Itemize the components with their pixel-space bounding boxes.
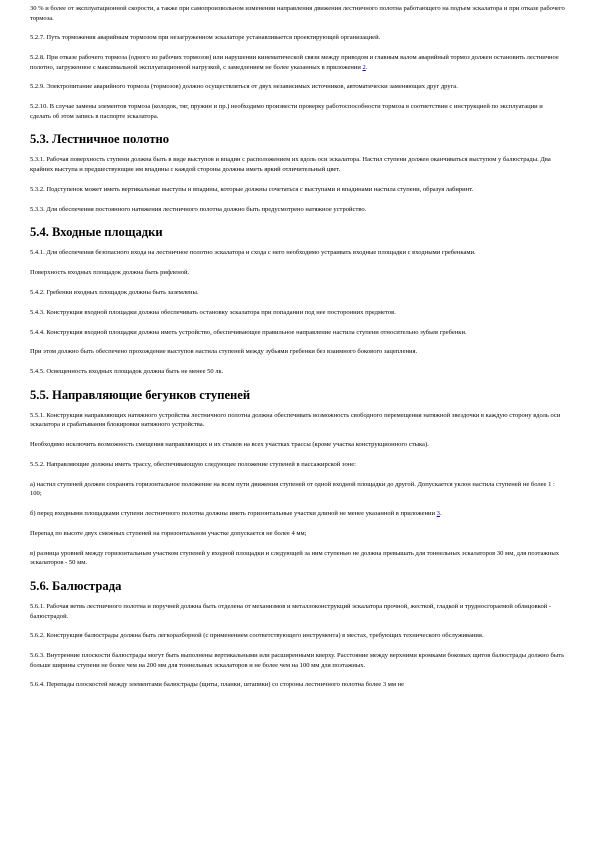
paragraph-text: 5.2.8. При отказе рабочего тормоза (одного из рабочих тормозов) или нарушении кинематической связи между приводом и главным валом аварийный тормоз должен остановить лестничное полотно, загруженное с максимальной эксплуатационной нагрузкой, с замедлением не более указанных в приложении xyxy=(30,54,559,71)
paragraph xyxy=(30,185,565,195)
paragraph xyxy=(30,367,565,377)
paragraph-text: 5.3.1. Рабочая поверхность ступени должна быть в виде выступов и впадин с расположением их вдоль оси эскалатора. Настил ступени должен оканчиваться выступом у балюстрады. Два крайних выступа и предшествующие им впадины с каждой стороны должны иметь яркий отличительный цвет. xyxy=(30,156,551,173)
paragraph-text: 5.3.3. Для обеспечения постоянного натяжения лестничного полотна должно быть предусмотрено натяжное устройство. xyxy=(30,205,367,213)
appendix-link[interactable]: 3 xyxy=(436,510,440,518)
paragraph xyxy=(30,102,565,121)
paragraph xyxy=(30,155,565,174)
paragraph xyxy=(30,82,565,92)
paragraph xyxy=(30,53,565,72)
paragraph-text: При этом должно быть обеспечено прохождение выступов настила ступеней между зубьями гребенки без взаимного бокового зацепления. xyxy=(30,348,418,356)
paragraph-text: 5.4.2. Гребенки входных площадок должны быть заземлены. xyxy=(30,288,199,296)
paragraph-text: 5.6.4. Перепады плоскостей между элементами балюстрады (щиты, планки, штапики) со стороны лестничного полотна более 3 мм не xyxy=(30,681,405,689)
paragraph-text: 5.2.10. В случае замены элементов тормоза (колодок, тяг, пружин и пр.) необходимо произвести проверку работоспособности тормоза в соответствии с инструкцией по эксплуатации и сделать об этом запись в паспорте эскалатора. xyxy=(30,103,543,120)
section-heading-5-5: 5.5. Направляющие бегунков ступеней xyxy=(30,387,251,402)
paragraph xyxy=(30,440,565,450)
paragraph-text: 5.5.1. Конструкция направляющих натяжного устройства лестничного полотна должна обеспечивать возможность свободного перемещения натяжной звездочки в каждую сторону вдоль оси эскалатора и срабатывания блокировки натяжного устройства. xyxy=(30,411,561,429)
section-heading-5-6: 5.6. Балюстрада xyxy=(30,579,122,594)
paragraph xyxy=(30,460,565,470)
paragraph xyxy=(30,680,565,690)
paragraph-text-tail: . xyxy=(365,63,368,71)
paragraph xyxy=(30,509,565,519)
paragraph-text: 5.6.1. Рабочая ветвь лестничного полотна и поручней должна быть отделена от механизмов и металлоконструкций эскалатора прочной, жесткой, гладкой и трудносгораемой облицовкой - балюстрадой. xyxy=(30,603,552,620)
paragraph xyxy=(30,33,565,43)
paragraph xyxy=(30,529,565,539)
paragraph xyxy=(30,268,565,278)
paragraph xyxy=(30,347,565,357)
section-heading-5-3: 5.3. Лестничное полотно xyxy=(30,132,170,147)
paragraph xyxy=(30,549,565,568)
paragraph xyxy=(30,205,565,215)
paragraph xyxy=(30,328,565,338)
paragraph xyxy=(30,631,565,641)
paragraph-text: 5.4.1. Для обеспечения безопасного входа на лестничное полотно эскалатора и схода с него необходимо устраивать входные площадки с входными гребенками. xyxy=(30,249,476,257)
paragraph xyxy=(30,651,565,670)
paragraph xyxy=(30,602,565,621)
paragraph-text-tail: . xyxy=(439,510,442,518)
paragraph-text: 5.2.9. Электропитание аварийного тормоза (тормозов) должно осуществляться от двух независимых источников, автоматически заменяющих друг друга. xyxy=(30,83,458,91)
paragraph-text: 5.6.2. Конструкция балюстрады должна быть легкоразборной (с применением соответствующего инструмента) в местах, требующих технического обслуживания. xyxy=(30,632,484,640)
paragraph xyxy=(30,248,565,258)
paragraph-text: 5.2.7. Путь торможения аварийным тормозом при незагруженном эскалаторе устанавливается проектирующей организацией. xyxy=(30,34,381,42)
paragraph-text: 5.5.2. Направляющие должны иметь трассу, обеспечивающую следующее положение ступеней в пассажирской зоне: xyxy=(30,461,356,469)
paragraph-text: Перепад по высоте двух смежных ступеней на горизонтальном участке допускается не более 4 мм; xyxy=(30,529,307,537)
paragraph-text: Необходимо исключить возможность смещения направляющих и их стыков на всех участках трассы (кроме участка конструкционного стыка). xyxy=(30,441,429,449)
section-heading-5-4: 5.4. Входные площадки xyxy=(30,225,163,240)
paragraph xyxy=(30,411,565,430)
paragraph-text: в) разница уровней между горизонтальным участком ступеней у входной площадки и следующей за ним ступенью не должна превышать для тоннельных эскалаторов 30 мм, для поэтажных эскалаторов - 50 мм. xyxy=(30,549,560,567)
paragraph-text: 5.6.3. Внутренние плоскости балюстрады могут быть выполнены вертикальными или расширенными кверху. Расстояние между верхними кромками боковых щитов балюстрады должно быть больше ширины ступени не более чем на 200 мм для тоннельных эскалаторов и не более чем на 100 мм для поэтажных. xyxy=(30,652,565,669)
paragraph-text: 5.4.5. Освещенность входных площадок должна быть не менее 50 лк. xyxy=(30,368,224,376)
paragraph xyxy=(30,4,565,23)
paragraph xyxy=(30,288,565,298)
paragraph-text: 5.4.4. Конструкция входной площадки должна иметь устройство, обеспечивающее правильное направление настила ступени относительно зубьев гребенки. xyxy=(30,328,467,336)
paragraph-text: б) перед входными площадками ступени лестничного полотна должны иметь горизонтальные участки длиной не менее указанной в приложении xyxy=(30,510,437,518)
paragraph-text: 5.3.2. Подступенок может иметь вертикальные выступы и впадины, которые должны сочетаться с выступами и впадинами настила ступени, образуя лабиринт. xyxy=(30,185,474,193)
paragraph xyxy=(30,308,565,318)
paragraph-text: Поверхность входных площадок должна быть рифленой. xyxy=(30,269,190,277)
paragraph-text: а) настил ступеней должен сохранять горизонтальное положение на всем пути движения ступеней от одной входной площадки до другой. Допускается уклон настила ступеней не более 1 : 100; xyxy=(30,480,555,498)
paragraph xyxy=(30,480,565,499)
paragraph-text: 30 % и более от эксплуатационной скорости, а также при самопроизвольном изменении направления движения лестничного полотна работающего на подъем эскалатора и при отказе рабочего тормоза. xyxy=(30,5,565,22)
appendix-link[interactable]: 2 xyxy=(362,63,366,71)
paragraph-text: 5.4.3. Конструкция входной площадки должна обеспечивать остановку эскалатора при попадании под нее посторонних предметов. xyxy=(30,308,396,316)
